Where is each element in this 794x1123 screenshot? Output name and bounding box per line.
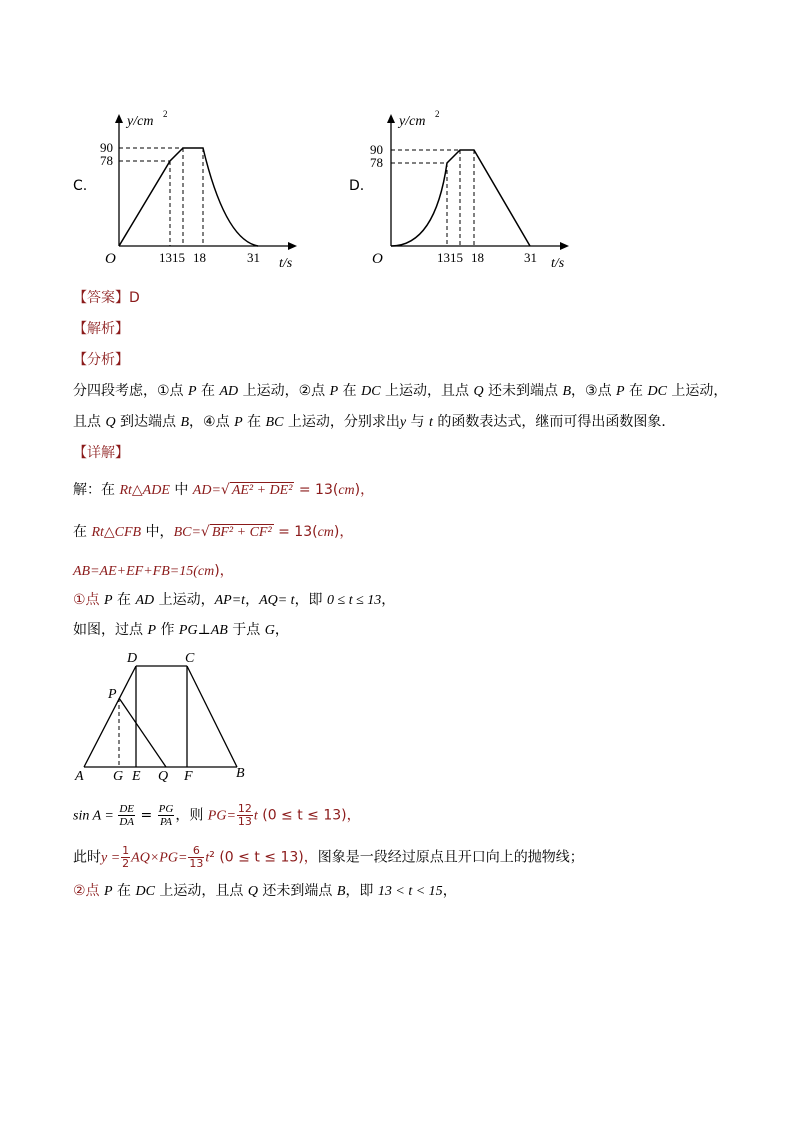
solution-line-7: 此时y = $\frac{1}{2}$ AQ×PG= $\frac{6}{13}$ t² (0 ≤ t ≤ 13)，图象是一段经过原点且开口向上的抛物线； — [73, 844, 584, 870]
label-e: E — [132, 769, 141, 784]
solution-line-8: ②点 P 在 DC 上运动，且点 Q 还未到端点 B，即 13 < t < 15， — [73, 883, 457, 899]
graph-c-y-label: y/cm — [127, 114, 154, 129]
solution-line-4: ①点 P 在 AD 上运动，AP=t，AQ= t，即 0 ≤ t ≤ 13， — [73, 592, 396, 608]
graph-c-x-tick-18: 18 — [193, 250, 206, 265]
analysis-tag: 【解析】 — [73, 321, 129, 337]
graph-d-y-label-sup: 2 — [435, 109, 440, 119]
graph-d — [367, 100, 582, 275]
graph-d-origin: O — [372, 251, 383, 267]
option-d-label: D. — [349, 178, 365, 194]
label-d: D — [127, 651, 138, 666]
graph-c-curve — [119, 148, 258, 246]
graph-d-y-tick-90: 90 — [370, 142, 383, 157]
solution-line-2: 在 Rt△CFB 中，BC=√ BF² + CF² = 13(cm)， — [73, 524, 354, 540]
graph-c-x-tick-31: 31 — [247, 250, 260, 265]
fenxi-line-1: 分四段考虑，①点 P 在 AD 上运动，②点 P 在 DC 上运动，且点 Q 还未到端点 B，③点 P 在 DC 上运动， — [73, 383, 728, 399]
detail-tag: 【详解】 — [73, 445, 129, 461]
graph-c-y-arrow-icon — [115, 114, 123, 123]
graph-c-guides — [119, 148, 203, 246]
graph-d-x-tick-1315: 1315 — [437, 250, 463, 265]
trapezoid-lines — [84, 666, 237, 767]
solution-line-3: AB=AE+EF+FB=15(cm)， — [73, 563, 234, 579]
graph-d-x-arrow-icon — [560, 242, 569, 250]
graph-c-y-tick-90: 90 — [100, 140, 113, 155]
graph-d-x-label: t/s — [551, 256, 565, 271]
graph-d-x-tick-31: 31 — [524, 250, 537, 265]
label-c: C — [185, 651, 195, 666]
answer-value: D — [129, 290, 140, 306]
label-p: P — [108, 687, 117, 702]
graph-c-x-tick-1315: 1315 — [159, 250, 185, 265]
trapezoid-figure — [70, 646, 260, 786]
graph-d-y-label: y/cm — [399, 114, 426, 129]
graph-c — [95, 100, 310, 275]
label-g: G — [113, 769, 124, 784]
solution-line-1: 解：在 Rt△ADE 中 AD=√ AE² + DE² = 13(cm)， — [73, 482, 375, 498]
label-f: F — [184, 769, 193, 784]
fenxi-tag: 【分析】 — [73, 352, 129, 368]
graph-d-y-tick-78: 78 — [370, 155, 383, 170]
solution-line-6: sin A = $\frac{DE}{DA}$ = $\frac{PG}{PA}$ ，则 PG= $\frac{12}{13}$ t (0 ≤ t ≤ 13)， — [73, 802, 361, 828]
label-b: B — [236, 766, 245, 781]
graph-c-y-tick-78: 78 — [100, 153, 113, 168]
graph-d-x-tick-18: 18 — [471, 250, 484, 265]
label-q: Q — [158, 769, 169, 784]
graph-c-y-label-sup: 2 — [163, 109, 168, 119]
answer-line — [73, 288, 140, 308]
graph-d-guides — [391, 150, 474, 246]
graph-c-origin: O — [105, 251, 116, 267]
answer-tag: 【答案】 — [73, 290, 129, 306]
fenxi-line-2: 且点 Q 到达端点 B，④点 P 在 BC 上运动，分别求出y 与 t 的函数表达式，继而可得出函数图象． — [73, 414, 676, 430]
label-a: A — [75, 769, 84, 784]
graph-c-x-arrow-icon — [288, 242, 297, 250]
solution-line-5: 如图，过点 P 作 PG⊥AB 于点 G， — [73, 622, 289, 638]
graph-c-x-label: t/s — [279, 256, 293, 271]
graph-d-y-arrow-icon — [387, 114, 395, 123]
option-c-label: C. — [73, 178, 88, 194]
